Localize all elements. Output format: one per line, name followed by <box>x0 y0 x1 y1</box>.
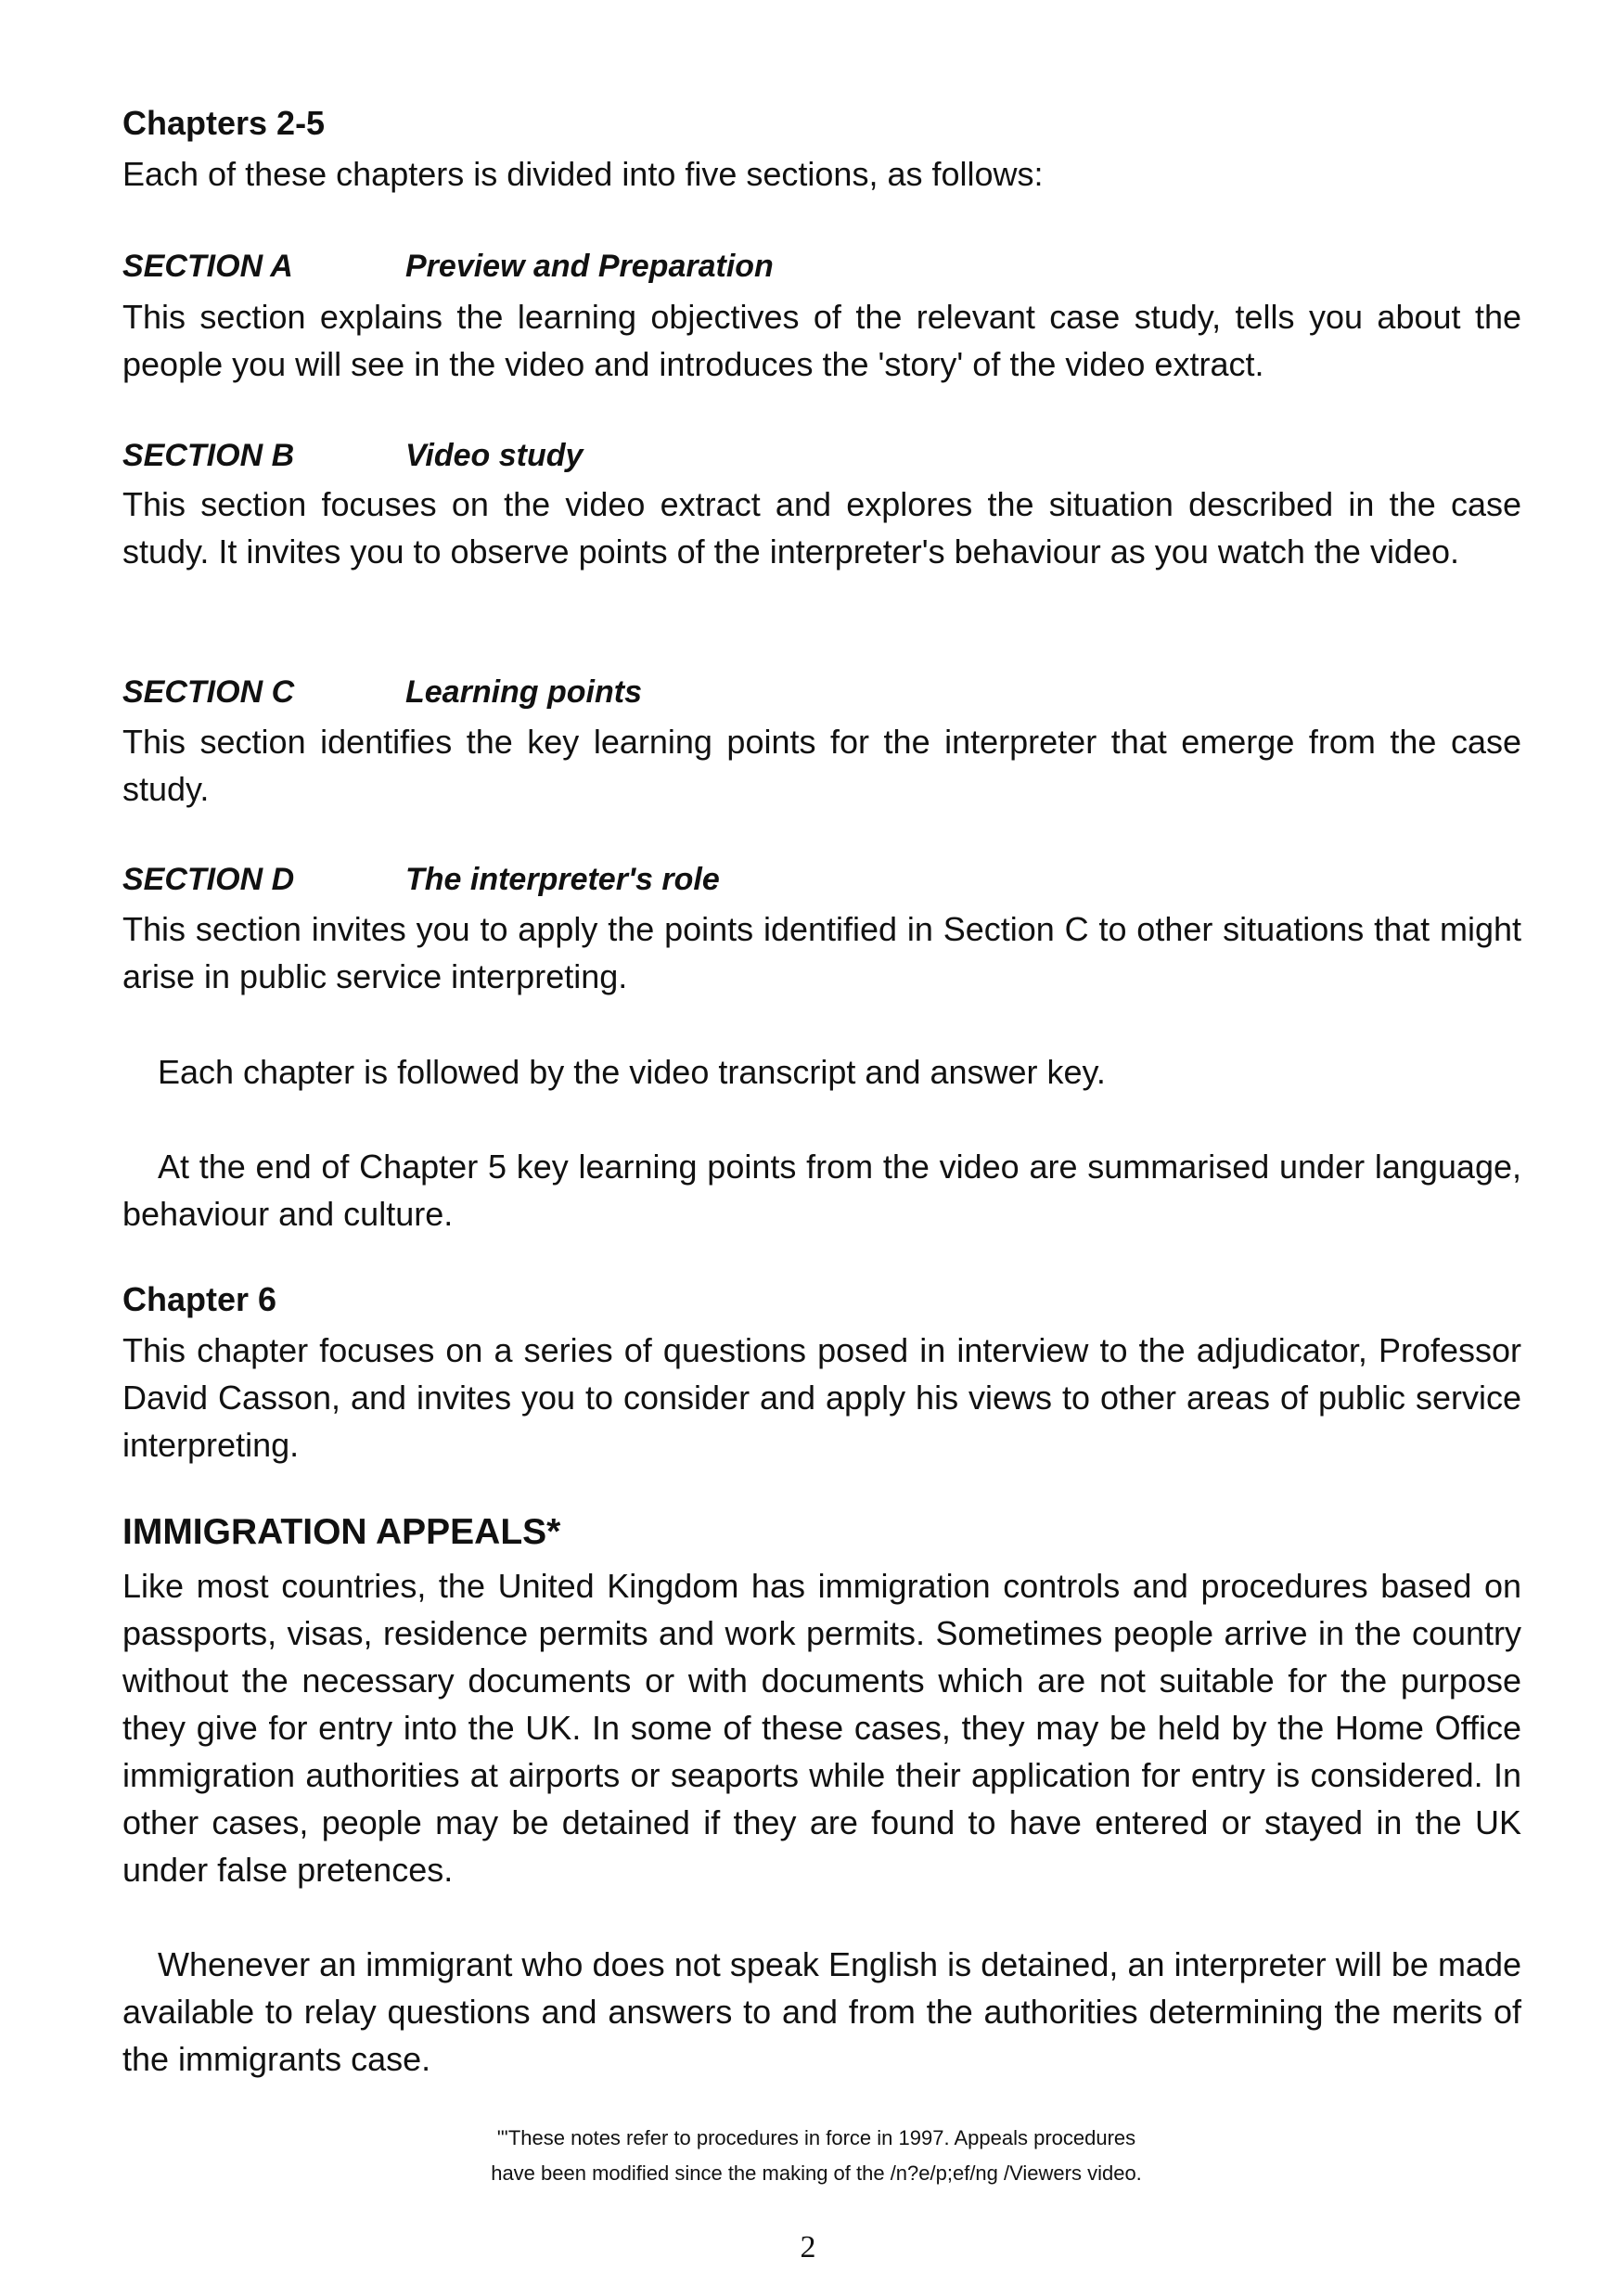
chapters-heading: Chapters 2-5 <box>122 104 326 142</box>
chapter-followup-text: Each chapter is followed by the video transcript and answer key. <box>158 1053 1106 1091</box>
section-d-text: This section invites you to apply the points identified in Section C to other situations that might arise in public service interpreting. <box>122 910 1521 995</box>
chapter5-summary-text: At the end of Chapter 5 key learning points from the video are summarised under language, behaviour and culture. <box>122 1148 1521 1233</box>
immigration-paragraph-2: Whenever an immigrant who does not speak English is detained, an interpreter will be made available to relay questions and answers to and from the authorities determining the merits of the immigrants case. <box>122 1945 1521 2078</box>
section-b-text: This section focuses on the video extract and explores the situation described in the case study. It invites you to observe points of the interpreter's behaviour as you watch the video. <box>122 485 1521 571</box>
section-a-text: This section explains the learning objectives of the relevant case study, tells you about the people you will see in the video and introduces the 'story' of the video extract. <box>122 298 1521 383</box>
section-b-heading <box>122 438 584 474</box>
section-d-title: The interpreter's role <box>405 862 720 897</box>
section-a-label: SECTION A <box>122 249 293 284</box>
section-d-heading <box>122 862 720 898</box>
chapters-intro: Each of these chapters is divided into five sections, as follows: <box>122 155 1044 193</box>
section-c-text: This section identifies the key learning points for the interpreter that emerge from the case study. <box>122 723 1521 808</box>
section-b-label: SECTION B <box>122 438 295 473</box>
chapter6-heading: Chapter 6 <box>122 1280 277 1318</box>
section-a-title: Preview and Preparation <box>405 249 774 284</box>
section-c-title: Learning points <box>405 674 642 710</box>
section-b-title: Video study <box>405 438 584 473</box>
section-c-label: SECTION C <box>122 674 295 710</box>
section-a-heading <box>122 249 774 285</box>
page-number: 2 <box>800 2230 816 2264</box>
section-c-heading <box>122 674 642 711</box>
immigration-paragraph-1: Like most countries, the United Kingdom has immigration controls and procedures based on passports, visas, residence permits and work permits. Sometimes people arrive in the country without the necessary documents or with documents which are not suitable for the purpose they give for entry into the UK. In some of these cases, they may be held by the Home Office immigration authorities at airports or seaports while their application for entry is considered. In other cases, people may be detained if they are found to have entered or stayed in the UK under false pretences. <box>122 1567 1521 1889</box>
chapter6-text: This chapter focuses on a series of questions posed in interview to the adjudicator, Professor David Casson, and invites you to consider and apply his views to other areas of public service interpreting. <box>122 1331 1521 1464</box>
section-d-label: SECTION D <box>122 862 295 897</box>
footnote-line-1: "'These notes refer to procedures in force in 1997. Appeals procedures <box>496 2126 1136 2149</box>
footnote <box>297 2121 1336 2191</box>
footnote-line-2: have been modified since the making of the /n?e/p;ef/ng /Viewers video. <box>491 2161 1142 2185</box>
immigration-appeals-heading: IMMIGRATION APPEALS* <box>122 1512 561 1552</box>
